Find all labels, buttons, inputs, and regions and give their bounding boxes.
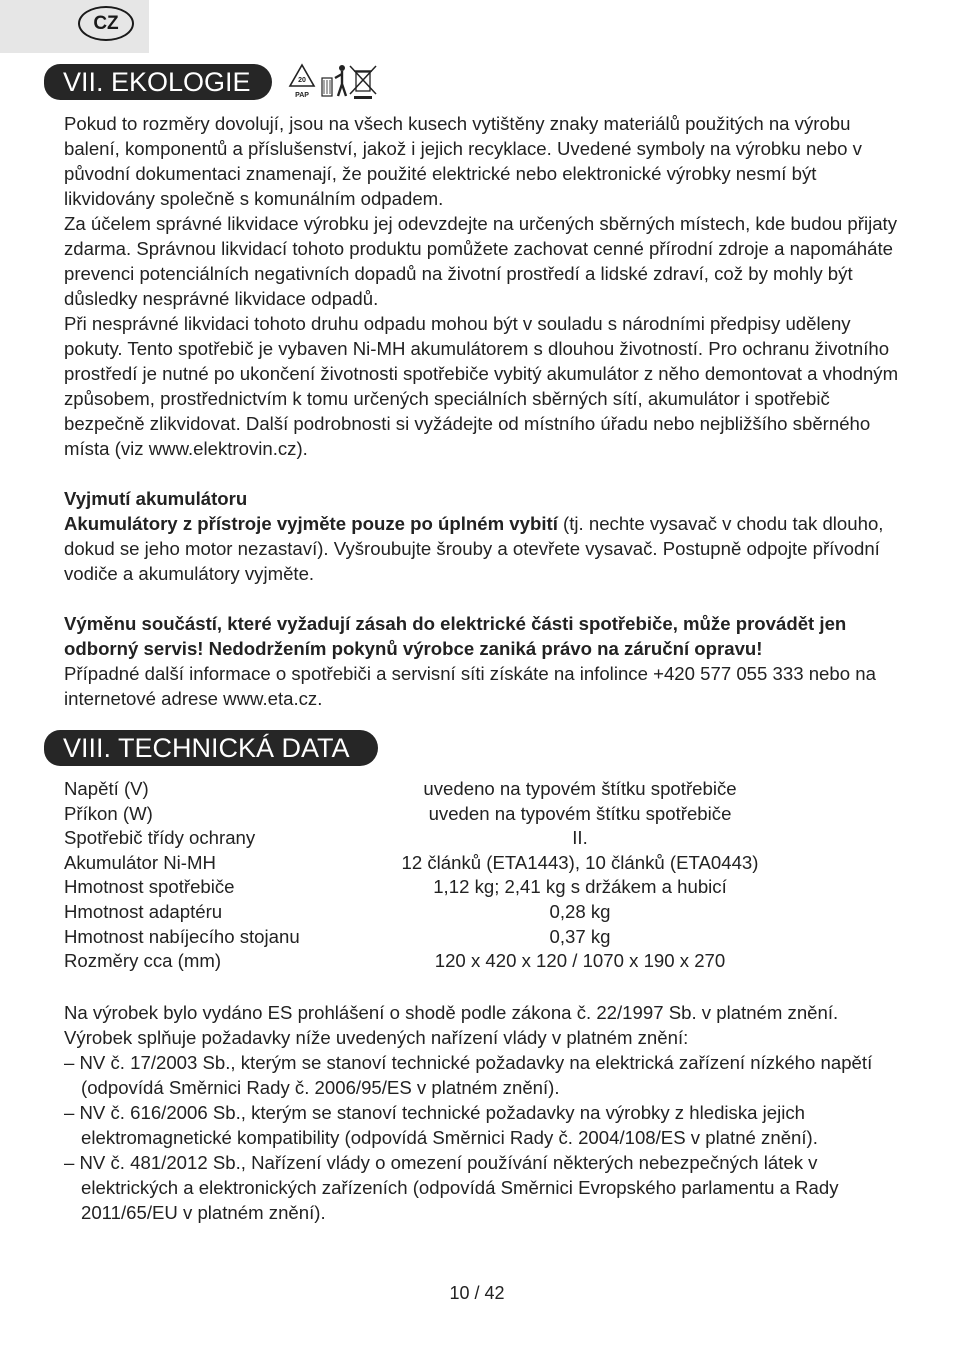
tech-label: Hmotnost nabíjecího stojanu bbox=[64, 925, 300, 947]
tech-label: Hmotnost adaptéru bbox=[64, 900, 223, 922]
battery-removal-heading: Vyjmutí akumulátoru bbox=[64, 488, 248, 509]
tech-value: 1,12 kg; 2,41 kg s držákem a hubicí bbox=[433, 876, 727, 898]
tech-value: uveden na typovém štítku spotřebiče bbox=[428, 802, 732, 824]
tech-row bbox=[64, 851, 884, 876]
section-title-ecology: VII. EKOLOGIE bbox=[44, 64, 272, 100]
declaration-item: – NV č. 481/2012 Sb., Nařízení vlády o omezení používání některých nebezpečných látek v elektrických a elektronických zařízeních (odpovídá Směrnici Evropského parlamentu a Rady 2011/65/EU v platném znění). bbox=[64, 1152, 839, 1223]
language-tab bbox=[0, 0, 149, 53]
page-number: 10 / 42 bbox=[449, 1283, 505, 1303]
tech-value: 12 článků (ETA1443), 10 článků (ETA0443) bbox=[401, 851, 759, 873]
tech-value: uvedeno na typovém štítku spotřebiče bbox=[423, 778, 737, 799]
declaration-item: – NV č. 616/2006 Sb., kterým se stanoví technické požadavky na výrobky z hlediska jejich elektromagnetické kompatibility (odpovídá Směrnici Rady č. 2004/108/ES v platné znění). bbox=[64, 1102, 818, 1148]
tech-row bbox=[64, 949, 884, 974]
tech-value: 0,37 kg bbox=[549, 925, 611, 947]
service-info: Případné další informace o spotřebiči a servisní síti získáte na infolince +420 577 055 333 nebo na internetové adrese www.eta.cz. bbox=[64, 663, 876, 709]
ecology-symbols bbox=[286, 62, 381, 100]
language-badge: CZ bbox=[78, 6, 134, 41]
ecology-text bbox=[64, 111, 904, 711]
ecology-paragraph: Pokud to rozměry dovolují, jsou na všech kusech vytištěny znaky materiálů použitých na výrobu balení, komponentů a příslušenství, jakož i jejich recyklace. Uvedené symboly na výrobku nebo v původní dokumentaci znamenají, že použité elektrické nebo elektronické výrobky nesmí být likvidovány společně s komunálním odpadem. bbox=[64, 113, 862, 209]
tech-row bbox=[64, 826, 884, 851]
tech-label: Spotřebič třídy ochrany bbox=[64, 827, 256, 849]
tech-label: Příkon (W) bbox=[64, 802, 153, 824]
tech-label: Napětí (V) bbox=[64, 778, 149, 799]
tech-label: Hmotnost spotřebiče bbox=[64, 876, 235, 898]
tech-data-table bbox=[64, 777, 884, 974]
conformity-declaration bbox=[64, 1000, 904, 1225]
ecology-paragraph: Při nesprávné likvidaci tohoto druhu odpadu mohou být v souladu s národními předpisy uděleny pokuty. Tento spotřebič je vybaven Ni-MH akumulátorem s dlouhou životností. Pro ochranu životního prostředí je nutné po ukončení životnosti spotřebiče vybitý akumulátor z něho demontovat a vhodným způsobem, prostřednictvím k tomu určených speciálních sběrných sítí, akumulátor i spotřebič bezpečně zlikvidovat. Další podrobnosti si vyžádejte od místního úřadu nebo nejbližšího sběrného místa (viz www.elektrovin.cz). bbox=[64, 313, 899, 459]
battery-removal-text bbox=[64, 511, 904, 586]
tech-row bbox=[64, 802, 884, 827]
tech-value: 0,28 kg bbox=[549, 900, 611, 922]
tidyman-icon bbox=[322, 65, 346, 96]
tech-row bbox=[64, 900, 884, 925]
tech-value: II. bbox=[572, 827, 588, 849]
tech-label: Akumulátor Ni-MH bbox=[64, 851, 216, 873]
declaration-intro: Na výrobek bylo vydáno ES prohlášení o shodě podle zákona č. 22/1997 Sb. v platném znění. Výrobek splňuje požadavky níže uvedených nařízení vlády v platném znění: bbox=[64, 1002, 839, 1048]
tech-row bbox=[64, 875, 884, 900]
paper-recycling-icon bbox=[290, 65, 314, 99]
battery-removal-lead: Akumulátory z přístroje vyjměte pouze po úplném vybití bbox=[64, 513, 558, 534]
service-warning: Výměnu součástí, které vyžadují zásah do elektrické části spotřebiče, může provádět jen odborný servis! Nedodržením pokynů výrobce zaniká právo na záruční opravu! bbox=[64, 613, 847, 659]
ecology-paragraph: Za účelem správné likvidace výrobku jej odevzdejte na určených sběrných místech, kde budou přijaty zdarma. Správnou likvidací tohoto produktu pomůžete zachovat cenné přírodní zdroje a napomáháte prevenci potenciálních negativních dopadů na životní prostředí a lidské zdraví, což by mohly být důsledky nesprávné likvidace odpadů. bbox=[64, 213, 898, 309]
tech-label: Rozměry cca (mm) bbox=[64, 950, 222, 972]
crossed-bin-icon bbox=[350, 66, 376, 99]
section-title-tech: VIII. TECHNICKÁ DATA bbox=[44, 730, 378, 766]
recycle-material: PAP bbox=[295, 92, 309, 99]
tech-row bbox=[64, 925, 884, 950]
declaration-item: – NV č. 17/2003 Sb., kterým se stanoví technické požadavky na elektrická zařízení nízkého napětí (odpovídá Směrnici Rady č. 2006/95/ES v platném znění). bbox=[64, 1052, 873, 1098]
tech-value: 120 x 420 x 120 / 1070 x 190 x 270 bbox=[434, 950, 726, 972]
recycle-code: 20 bbox=[298, 77, 306, 84]
battery-removal-rest: (tj. nechte vysavač v chodu tak dlouho, dokud se jeho motor nezastaví). Vyšroubujte šrouby a otevřete vysavač. Postupně odpojte přívodní vodiče a akumulátory vyjměte. bbox=[64, 513, 884, 584]
tech-row bbox=[64, 777, 884, 802]
